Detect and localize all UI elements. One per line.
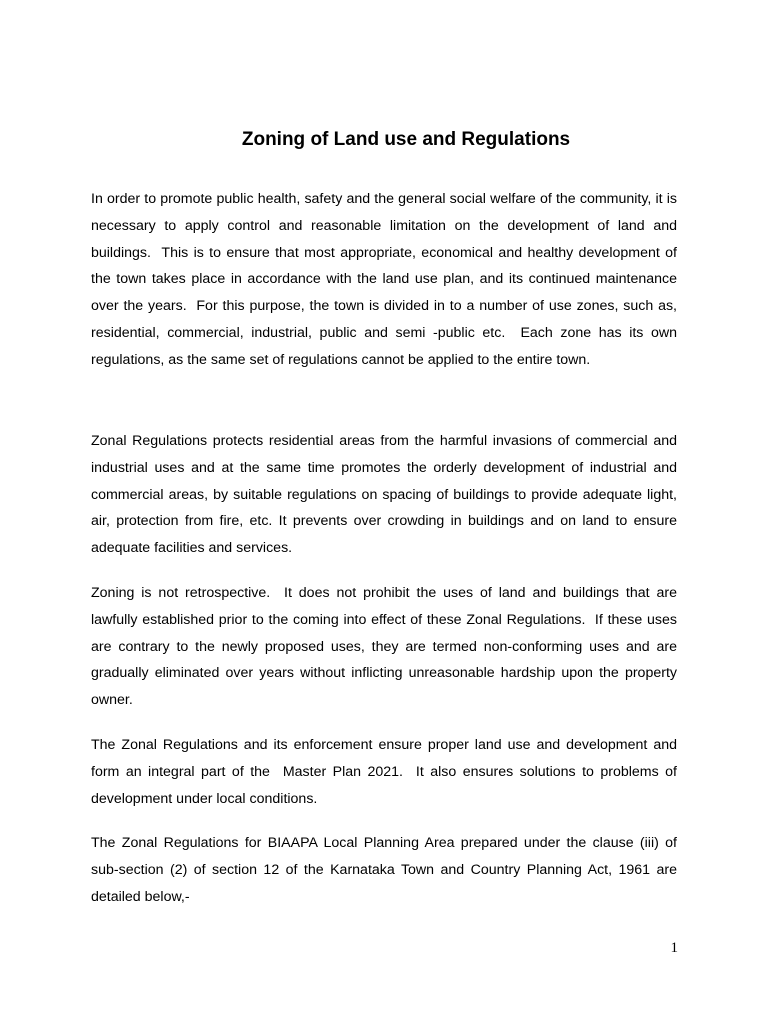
page-title: Zoning of Land use and Regulations [241, 129, 571, 150]
paragraph-purpose: In order to promote public health, safety and the general social welfare of the community, it is necessary to apply control and reasonable limitation on the development of land and buildings. This is to ensure that most appropriate, economical and healthy development of the town takes place in accordance with the land use plan, and its continued maintenance over the years. For this purpose, the town is divided in to a number of use zones, such as, residential, commercial, industrial, public and semi -public etc. Each zone has its own regulations, as the same set of regulations cannot be applied to the entire town. [91, 191, 681, 368]
page-number: 1 [670, 940, 678, 956]
paragraph-master-plan: The Zonal Regulations and its enforcement ensure proper land use and development and form an integral part of the Master Plan 2021. It also ensures solutions to problems of development under local conditions. [91, 737, 681, 807]
paragraph-protection: Zonal Regulations protects residential areas from the harmful invasions of commercial and industrial uses and at the same time promotes the orderly development of industrial and commercial areas, by suitable regulations on spacing of buildings to provide adequate light, air, protection from fire, etc. It prevents over crowding in buildings and on land to ensure adequate facilities and services. [91, 433, 681, 557]
paragraph-legal-basis: The Zonal Regulations for BIAAPA Local Planning Area prepared under the clause (iii) of sub-section (2) of section 12 of the Karnataka Town and Country Planning Act, 1961 are detailed below,- [91, 835, 681, 905]
paragraph-non-conforming: Zoning is not retrospective. It does not prohibit the uses of land and buildings that are lawfully established prior to the coming into effect of these Zonal Regulations. If these uses are contrary to the newly proposed uses, they are termed non-conforming uses and are gradually eliminated over years without inflicting unreasonable hardship upon the property owner. [91, 585, 681, 709]
